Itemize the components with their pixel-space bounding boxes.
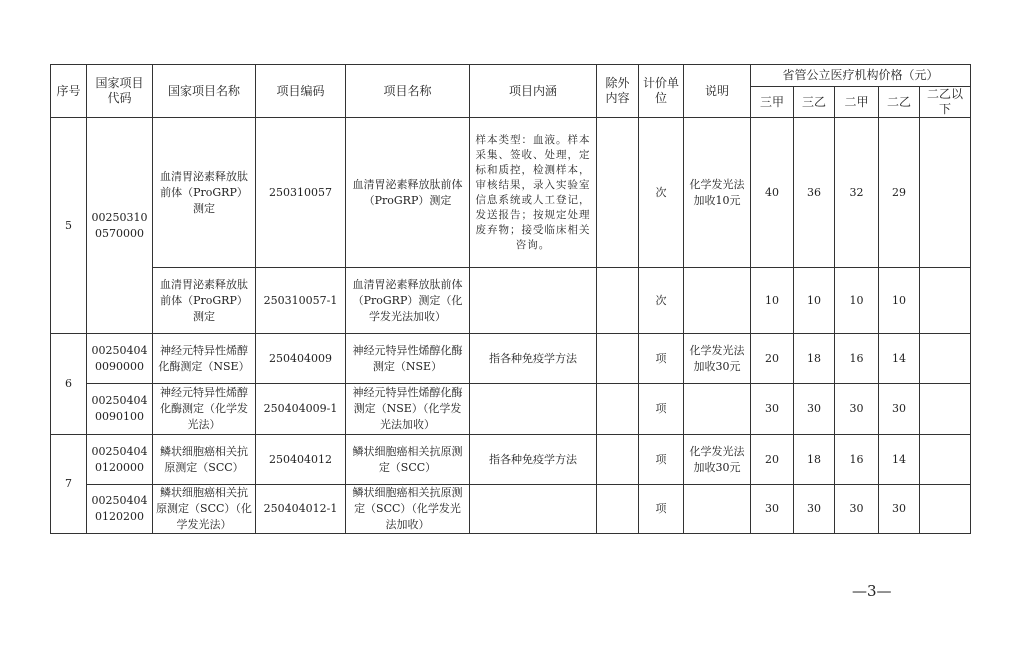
item-code: 250310057 bbox=[256, 118, 346, 268]
header-level-4: 二乙 bbox=[879, 87, 920, 118]
price-1: 30 bbox=[751, 485, 794, 534]
item-name: 鳞状细胞癌相关抗原测定（SCC） bbox=[346, 435, 470, 485]
header-seq: 序号 bbox=[51, 65, 87, 118]
item-code: 250404009 bbox=[256, 334, 346, 384]
price-4: 14 bbox=[879, 334, 920, 384]
header-level-1: 三甲 bbox=[751, 87, 794, 118]
excluded bbox=[597, 118, 639, 268]
unit: 次 bbox=[639, 118, 684, 268]
header-content: 项目内涵 bbox=[470, 65, 597, 118]
price-2: 30 bbox=[794, 485, 835, 534]
price-2: 18 bbox=[794, 435, 835, 485]
price-4: 10 bbox=[879, 268, 920, 334]
price-4: 30 bbox=[879, 485, 920, 534]
excluded bbox=[597, 334, 639, 384]
row-seq: 5 bbox=[51, 118, 87, 334]
item-content: 指各种免疫学方法 bbox=[470, 334, 597, 384]
price-5 bbox=[920, 118, 971, 268]
table-row bbox=[51, 485, 971, 534]
item-name: 神经元特异性烯醇化酶测定（NSE） bbox=[346, 334, 470, 384]
item-code: 250404009-1 bbox=[256, 384, 346, 435]
price-3: 10 bbox=[835, 268, 879, 334]
header-price-group: 省管公立医疗机构价格（元） bbox=[751, 65, 971, 87]
unit: 项 bbox=[639, 435, 684, 485]
national-name: 神经元特异性烯醇化酶测定（化学发光法） bbox=[153, 384, 256, 435]
national-name: 鳞状细胞癌相关抗原测定（SCC）（化学发光法） bbox=[153, 485, 256, 534]
item-name: 神经元特异性烯醇化酶测定（NSE）（化学发光法加收） bbox=[346, 384, 470, 435]
item-name: 血清胃泌素释放肽前体（ProGRP）测定（化学发光法加收） bbox=[346, 268, 470, 334]
national-code: 002504040120000 bbox=[87, 435, 153, 485]
price-3: 30 bbox=[835, 485, 879, 534]
price-4: 14 bbox=[879, 435, 920, 485]
header-item-name: 项目名称 bbox=[346, 65, 470, 118]
unit: 次 bbox=[639, 268, 684, 334]
price-3: 32 bbox=[835, 118, 879, 268]
item-content bbox=[470, 485, 597, 534]
excluded bbox=[597, 435, 639, 485]
note bbox=[684, 485, 751, 534]
price-1: 20 bbox=[751, 435, 794, 485]
national-name: 血清胃泌素释放肽前体（ProGRP）测定 bbox=[153, 268, 256, 334]
price-3: 30 bbox=[835, 384, 879, 435]
note: 化学发光法加收30元 bbox=[684, 435, 751, 485]
table-row bbox=[51, 435, 971, 485]
item-name: 鳞状细胞癌相关抗原测定（SCC）（化学发光法加收） bbox=[346, 485, 470, 534]
national-code: 002503100570000 bbox=[87, 118, 153, 334]
header-level-2: 三乙 bbox=[794, 87, 835, 118]
table-row bbox=[51, 268, 971, 334]
note bbox=[684, 384, 751, 435]
unit: 项 bbox=[639, 485, 684, 534]
unit: 项 bbox=[639, 334, 684, 384]
price-1: 40 bbox=[751, 118, 794, 268]
table-row bbox=[51, 334, 971, 384]
item-code: 250404012-1 bbox=[256, 485, 346, 534]
national-name: 血清胃泌素释放肽前体（ProGRP）测定 bbox=[153, 118, 256, 268]
price-5 bbox=[920, 384, 971, 435]
header-national-code: 国家项目代码 bbox=[87, 65, 153, 118]
excluded bbox=[597, 485, 639, 534]
note: 化学发光法加收10元 bbox=[684, 118, 751, 268]
price-4: 30 bbox=[879, 384, 920, 435]
item-content bbox=[470, 268, 597, 334]
price-1: 20 bbox=[751, 334, 794, 384]
price-5 bbox=[920, 334, 971, 384]
item-content: 指各种免疫学方法 bbox=[470, 435, 597, 485]
excluded bbox=[597, 384, 639, 435]
price-2: 36 bbox=[794, 118, 835, 268]
national-code: 002504040090000 bbox=[87, 334, 153, 384]
price-1: 30 bbox=[751, 384, 794, 435]
note: 化学发光法加收30元 bbox=[684, 334, 751, 384]
header-level-3: 二甲 bbox=[835, 87, 879, 118]
excluded bbox=[597, 268, 639, 334]
header-item-code: 项目编码 bbox=[256, 65, 346, 118]
row-seq: 7 bbox=[51, 435, 87, 534]
price-table bbox=[50, 64, 971, 534]
header-national-name: 国家项目名称 bbox=[153, 65, 256, 118]
item-content bbox=[470, 384, 597, 435]
price-5 bbox=[920, 268, 971, 334]
header-unit: 计价单位 bbox=[639, 65, 684, 118]
price-1: 10 bbox=[751, 268, 794, 334]
price-2: 18 bbox=[794, 334, 835, 384]
price-5 bbox=[920, 435, 971, 485]
item-content: 样本类型：血液。样本采集、签收、处理，定标和质控，检测样本，审核结果，录入实验室信息系统或人工登记，发送报告；按规定处理废弃物；接受临床相关咨询。 bbox=[470, 118, 597, 268]
price-3: 16 bbox=[835, 334, 879, 384]
price-2: 10 bbox=[794, 268, 835, 334]
note bbox=[684, 268, 751, 334]
price-2: 30 bbox=[794, 384, 835, 435]
header-excluded: 除外内容 bbox=[597, 65, 639, 118]
header-level-5: 二乙以下 bbox=[920, 87, 971, 118]
national-name: 鳞状细胞癌相关抗原测定（SCC） bbox=[153, 435, 256, 485]
item-code: 250310057-1 bbox=[256, 268, 346, 334]
unit: 项 bbox=[639, 384, 684, 435]
header-note: 说明 bbox=[684, 65, 751, 118]
price-3: 16 bbox=[835, 435, 879, 485]
row-seq: 6 bbox=[51, 334, 87, 435]
table-row bbox=[51, 384, 971, 435]
table-row bbox=[51, 118, 971, 268]
national-code: 002504040090100 bbox=[87, 384, 153, 435]
item-name: 血清胃泌素释放肽前体（ProGRP）测定 bbox=[346, 118, 470, 268]
page-number: —3— bbox=[852, 582, 892, 600]
national-code: 002504040120200 bbox=[87, 485, 153, 534]
national-name: 神经元特异性烯醇化酶测定（NSE） bbox=[153, 334, 256, 384]
price-4: 29 bbox=[879, 118, 920, 268]
item-code: 250404012 bbox=[256, 435, 346, 485]
price-5 bbox=[920, 485, 971, 534]
